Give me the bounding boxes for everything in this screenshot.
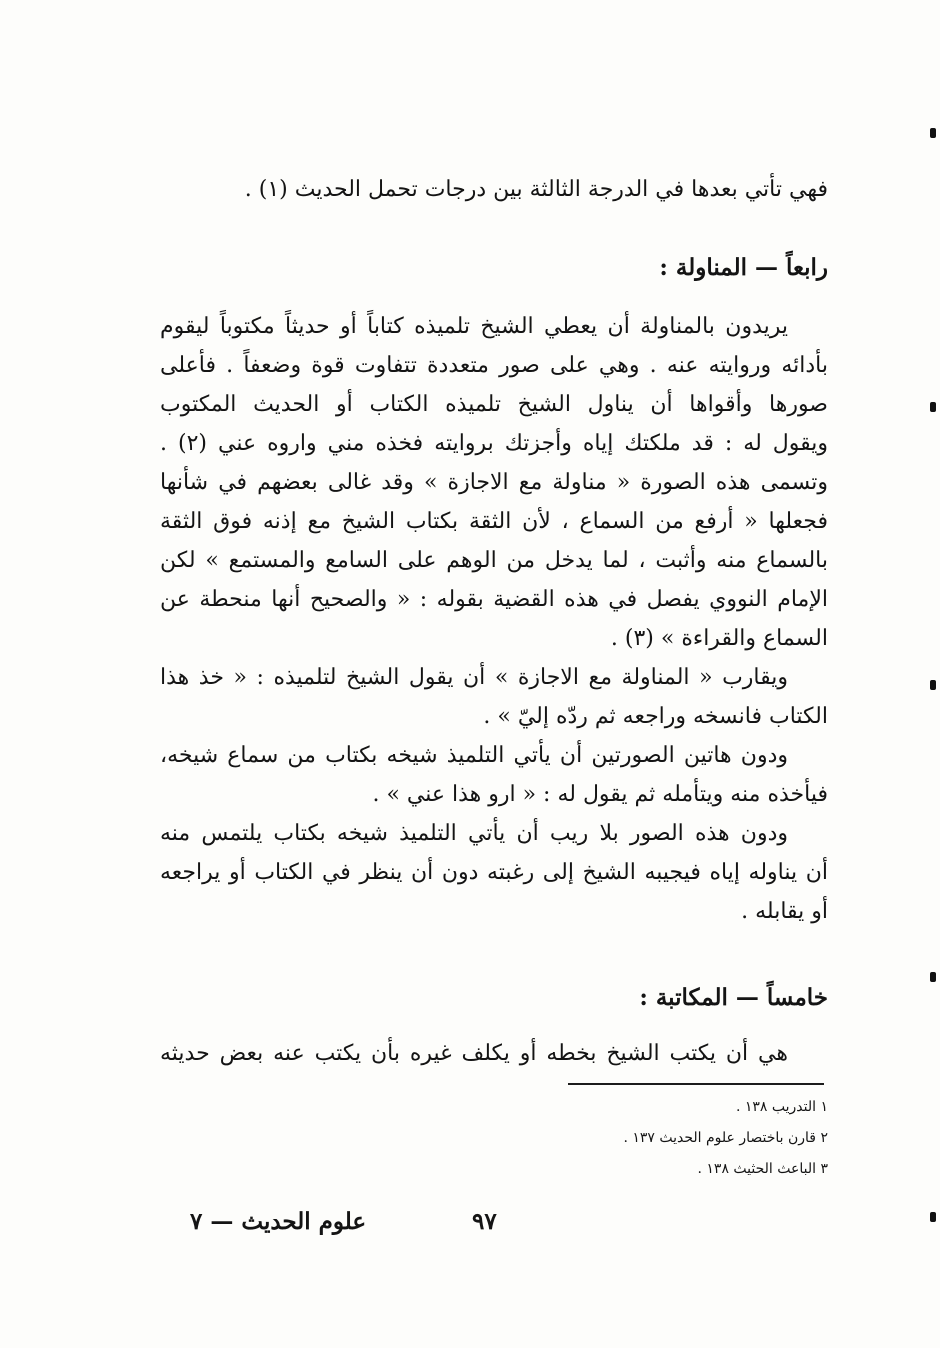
footnote-2: ٢ قارن باختصار علوم الحديث ١٣٧ . <box>623 1130 828 1146</box>
paragraph-line: الإمام النووي يفصل في هذه القضية بقوله : « والصحيح أنها منحطة عن <box>160 587 828 612</box>
paragraph-line: فيأخذه منه ويتأمله ثم يقول له : « ارو هذا عني » . <box>372 782 828 807</box>
paragraph-line: بأدائه وروايته عنه . وهي على صور متعددة تتفاوت قوة وضعفاً . فأعلى <box>160 353 828 378</box>
margin-mark <box>930 128 936 138</box>
margin-mark <box>930 972 936 982</box>
margin-mark <box>930 402 936 412</box>
paragraph-line: ودون هذه الصور بلا ريب أن يأتي التلميذ شيخه بكتاب يلتمس منه <box>160 821 788 846</box>
paragraph-line: ويقول له : قد ملكتك إياه وأجزتك بروايته فخذه مني واروه عني (٢) . <box>160 431 828 456</box>
text-block-section4-heading <box>160 248 828 287</box>
page-number: ٩٧ <box>472 1208 497 1235</box>
text-block-section5 <box>160 1034 828 1073</box>
footnote-rule <box>568 1083 824 1085</box>
paragraph-line: ودون هاتين الصورتين أن يأتي التلميذ شيخه بكتاب من سماع شيخه، <box>160 743 788 768</box>
paragraph-line: السماع والقراءة » (٣) . <box>610 626 828 651</box>
text-block-section5-heading <box>160 978 828 1017</box>
section-heading-munawala: رابعاً — المناولة : <box>659 254 828 281</box>
paragraph-line: هي أن يكتب الشيخ بخطه أو يكلف غيره بأن يكتب عنه بعض حديثه <box>160 1041 788 1066</box>
text-block-body <box>160 307 828 931</box>
paragraph-line: ويقارب « المناولة مع الاجازة » أن يقول الشيخ لتلميذه : « خذ هذا <box>160 665 788 690</box>
section-heading-mukataba: خامساً — المكاتبة : <box>639 984 828 1011</box>
paragraph-line: الكتاب فانسخه وراجعه ثم ردّه إليّ » . <box>483 704 828 729</box>
margin-mark <box>930 1212 936 1222</box>
paragraph-line: وتسمى هذه الصورة « مناولة مع الاجازة » وقد غالى بعضهم في شأنها <box>160 470 828 495</box>
paragraph-line: أو يقابله . <box>741 899 828 924</box>
margin-mark <box>930 680 936 690</box>
footnote-3: ٣ الباعث الحثيث ١٣٨ . <box>697 1161 828 1177</box>
running-title: علوم الحديث — ٧ <box>190 1208 367 1235</box>
paragraph-line: يريدون بالمناولة أن يعطي الشيخ تلميذه كتاباً أو حديثاً مكتوباً ليقوم <box>160 314 788 339</box>
footnotes <box>500 1092 828 1185</box>
text-block-intro <box>160 170 828 209</box>
paragraph-line: صورها وأقواها أن يناول الشيخ تلميذه الكتاب أو الحديث المكتوب <box>160 392 828 417</box>
paragraph-line: أن يناوله إياه فيجيبه الشيخ إلى رغبته دون أن ينظر في الكتاب أو يراجعه <box>160 860 828 885</box>
footnote-1: ١ التدريب ١٣٨ . <box>735 1099 828 1115</box>
paragraph-line: بالسماع منه وأثبت ، لما يدخل من الوهم على السامع والمستمع » لكن <box>160 548 828 573</box>
paragraph-line: فجعلها « أرفع من السماع ، لأن الثقة بكتاب الشيخ مع إذنه فوق الثقة <box>160 509 828 534</box>
intro-line: فهي تأتي بعدها في الدرجة الثالثة بين درجات تحمل الحديث (١) . <box>244 177 828 202</box>
